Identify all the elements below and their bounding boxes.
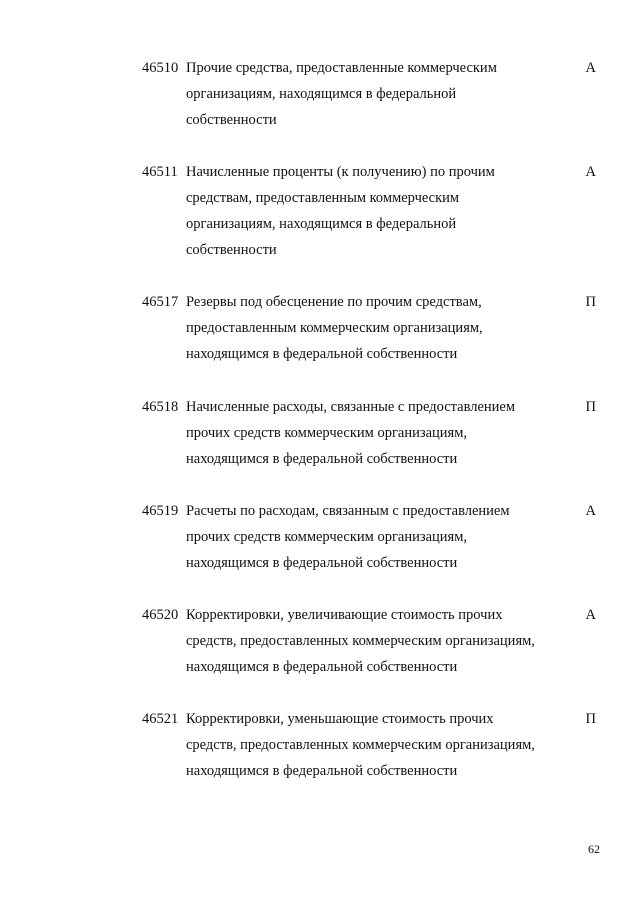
page-number: 62 <box>588 842 600 856</box>
account-description <box>186 602 566 680</box>
account-type: А <box>585 164 596 180</box>
account-code: 46517 <box>142 294 179 310</box>
description-line: находящимся в федеральной собственности <box>186 555 458 571</box>
description-line: собственности <box>186 112 277 128</box>
account-type: П <box>585 399 596 415</box>
account-type: А <box>585 60 596 76</box>
account-entry <box>142 289 602 367</box>
description-line: средствам, предоставленным коммерческим <box>186 190 460 206</box>
description-line: собственности <box>186 242 277 258</box>
account-type: А <box>585 503 596 519</box>
description-line: Резервы под обесценение по прочим средствам, <box>186 294 482 310</box>
account-type: П <box>585 294 596 310</box>
account-code: 46521 <box>142 711 179 727</box>
account-entry <box>142 394 602 472</box>
description-line: находящимся в федеральной собственности <box>186 659 458 675</box>
account-type: П <box>585 711 596 727</box>
account-code: 46511 <box>142 164 178 180</box>
account-description <box>186 498 566 576</box>
description-line: средств, предоставленных коммерческим организациям, <box>186 737 535 753</box>
account-code: 46510 <box>142 60 179 76</box>
account-entry <box>142 159 602 263</box>
description-line: Прочие средства, предоставленные коммерческим <box>186 60 497 76</box>
account-description <box>186 706 566 784</box>
description-line: Корректировки, уменьшающие стоимость прочих <box>186 711 494 727</box>
description-line: предоставленным коммерческим организациям, <box>186 320 483 336</box>
description-line: прочих средств коммерческим организациям, <box>186 425 468 441</box>
description-line: Начисленные расходы, связанные с предоставлением <box>186 399 516 415</box>
description-line: Начисленные проценты (к получению) по прочим <box>186 164 495 180</box>
description-line: организациям, находящимся в федеральной <box>186 216 457 232</box>
description-line: находящимся в федеральной собственности <box>186 451 458 467</box>
description-line: организациям, находящимся в федеральной <box>186 86 457 102</box>
account-entry <box>142 706 602 784</box>
account-code: 46520 <box>142 607 179 623</box>
account-code: 46518 <box>142 399 179 415</box>
account-description <box>186 55 566 133</box>
description-line: находящимся в федеральной собственности <box>186 763 458 779</box>
account-entry <box>142 498 602 576</box>
account-entry <box>142 602 602 680</box>
description-line: средств, предоставленных коммерческим организациям, <box>186 633 535 649</box>
description-line: прочих средств коммерческим организациям, <box>186 529 468 545</box>
description-line: Корректировки, увеличивающие стоимость прочих <box>186 607 503 623</box>
account-entry <box>142 55 602 133</box>
description-line: Расчеты по расходам, связанным с предоставлением <box>186 503 510 519</box>
account-description <box>186 394 566 472</box>
account-description <box>186 289 566 367</box>
account-description <box>186 159 566 263</box>
description-line: находящимся в федеральной собственности <box>186 346 458 362</box>
account-type: А <box>585 607 596 623</box>
account-code: 46519 <box>142 503 179 519</box>
